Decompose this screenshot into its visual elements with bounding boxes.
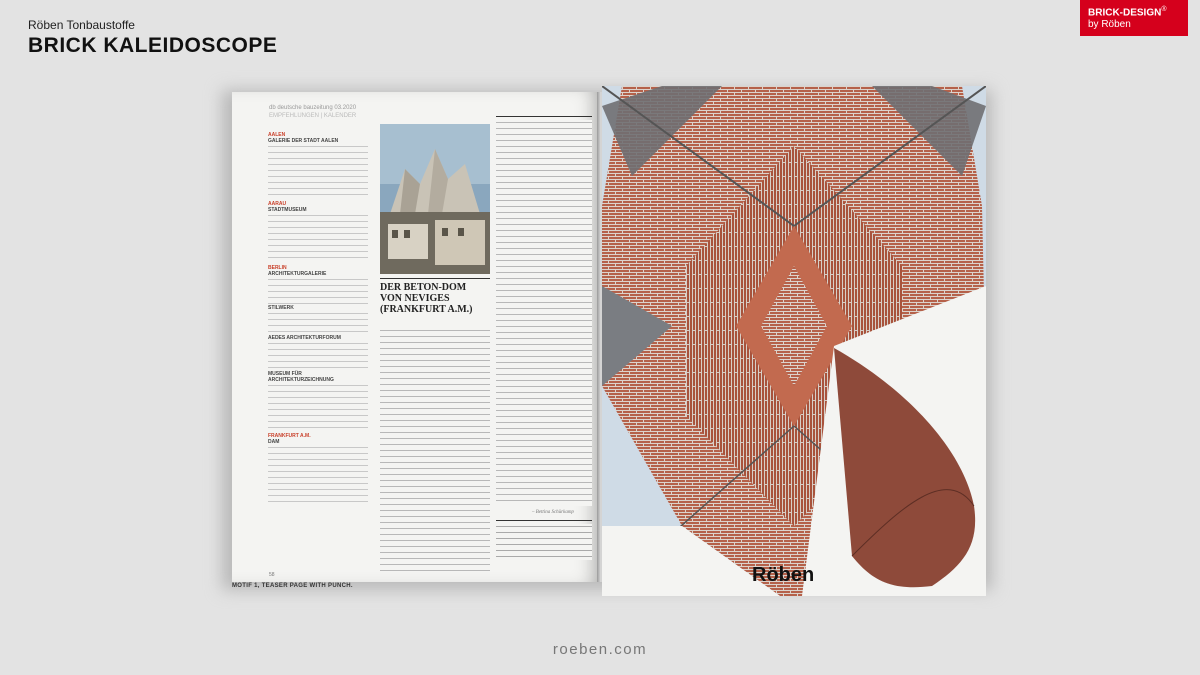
- event-text-block: [268, 383, 368, 431]
- event-text-block: [268, 277, 368, 305]
- logo-line2: by Röben: [1088, 19, 1131, 31]
- event-title: STILWERK: [268, 305, 294, 311]
- article-text-column: [496, 120, 592, 506]
- article-text-column: [380, 328, 490, 572]
- logo-mark: ®: [1161, 6, 1167, 13]
- page-number-left: 58: [269, 572, 275, 578]
- event-text-block: [268, 213, 368, 263]
- magazine-left-page: [232, 92, 602, 582]
- event-title: AEDES ARCHITEKTURFORUM: [268, 335, 341, 341]
- event-title: GALERIE DER STADT AALEN: [268, 138, 339, 144]
- event-city: AARAU: [268, 201, 287, 207]
- event-title: MUSEUM FÜR ARCHITEKTURZEICHNUNG: [268, 371, 334, 383]
- event-text-block: [268, 445, 368, 505]
- left-header-line2: EMPFEHLUNGEN | KALENDER: [269, 113, 357, 119]
- left-header-line1: db deutsche bauzeitung 03.2020: [269, 105, 357, 111]
- event-city: FRANKFURT A.M.: [268, 433, 311, 439]
- logo-line1: BRICK-DESIGN: [1088, 7, 1162, 19]
- article-title: DER BETON-DOM VON NEVIGES (FRANKFURT A.M.): [380, 282, 473, 315]
- church-photo: [380, 124, 490, 274]
- event-title: DAM: [268, 439, 280, 445]
- event-text-block: [268, 144, 368, 199]
- image-caption: MOTIF 1, TEASER PAGE WITH PUNCH.: [232, 583, 353, 589]
- rule: [496, 116, 592, 117]
- footer-url[interactable]: roeben.com: [552, 641, 648, 658]
- event-text-block: [268, 311, 368, 335]
- company-name: Röben Tonbaustoffe: [28, 18, 135, 32]
- event-title: ARCHITEKTURGALERIE: [268, 271, 327, 277]
- magazine-right-page: [602, 86, 986, 596]
- rule: [380, 278, 490, 279]
- event-text-block: [268, 341, 368, 371]
- page-title: BRICK KALEIDOSCOPE: [28, 34, 278, 57]
- left-page-header: [269, 104, 356, 120]
- rule: [496, 520, 592, 521]
- event-title: STADTMUSEUM: [268, 207, 307, 213]
- roben-brand-mark: Röben: [752, 564, 815, 586]
- page-curl: [602, 86, 986, 596]
- article-author: – Bettina Schürkamp: [532, 510, 574, 515]
- event-city: BERLIN: [268, 265, 287, 271]
- brand-logo[interactable]: [1080, 0, 1188, 36]
- events-column: [268, 130, 368, 560]
- event-city: AALEN: [268, 132, 286, 138]
- info-box: [496, 524, 592, 560]
